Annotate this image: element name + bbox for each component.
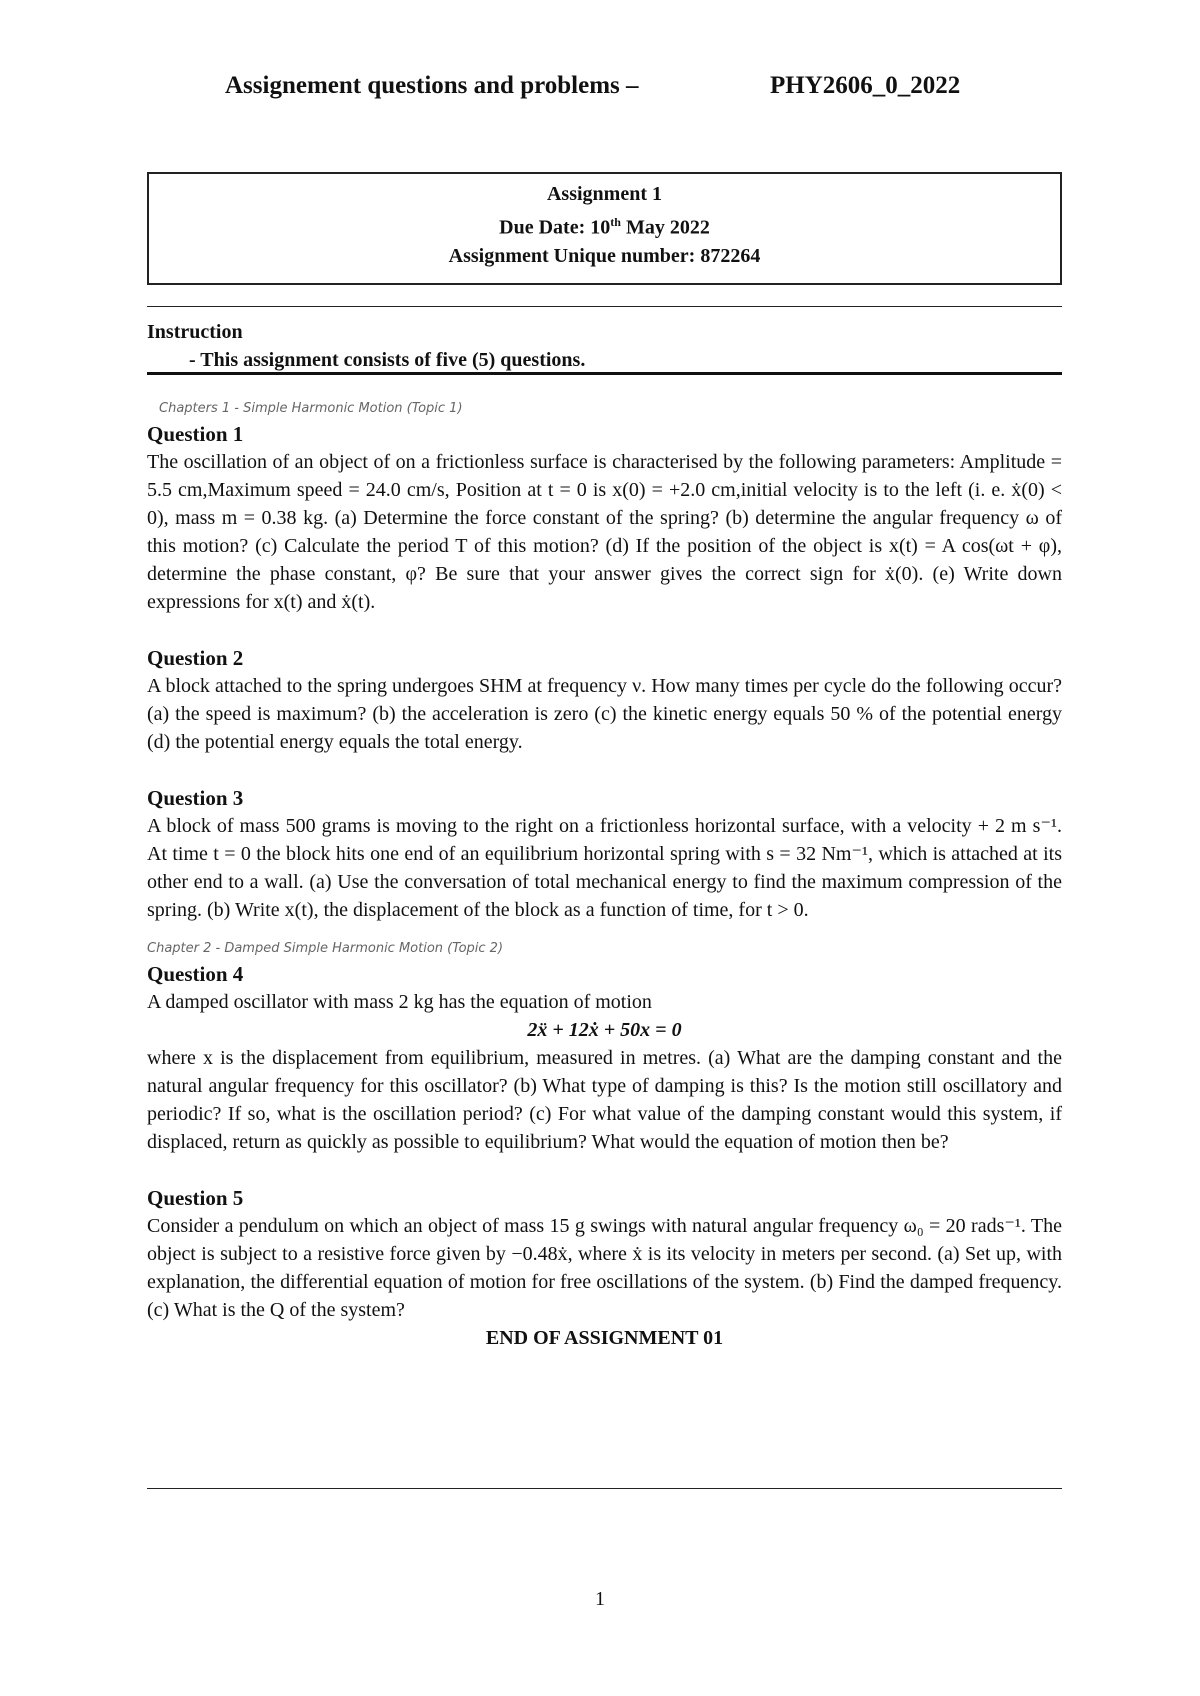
instruction-bullet: - This assignment consists of five (5) questions. bbox=[189, 349, 586, 371]
due-date-prefix: Due Date: 10 bbox=[499, 216, 611, 239]
chapter-1-label: Chapters 1 - Simple Harmonic Motion (Topic 1) bbox=[159, 401, 463, 416]
instruction-section bbox=[147, 318, 585, 374]
question-1-text: The oscillation of an object of on a frictionless surface is characterised by the following parameters: Amplitude = 5.5 cm,Maximum speed = 24.0 cm/s, Position at t = 0 is x(0) = +2.0 cm,initial velocity is to the left (i. e. ẋ(0) < 0), mass m = 0.38 kg. (a) Determine the force constant of the spring? (b) determine the angular frequency ω of this motion? (c) Calculate the period T of this motion? (d) If the position of the object is x(t) = A cos(ωt + φ), determine the phase constant, φ? Be sure that your answer gives the correct sign for ẋ(0). (e) Write down expressions for x(t) and ẋ(t). bbox=[147, 451, 1062, 613]
assignment-number: Assignment 1 bbox=[546, 183, 662, 205]
question-4-title: Question 4 bbox=[147, 962, 244, 986]
assignment-info-box bbox=[147, 172, 1062, 285]
unique-number: Assignment Unique number: 872264 bbox=[448, 244, 761, 267]
thick-divider bbox=[147, 372, 1062, 375]
chapter-2-label: Chapter 2 - Damped Simple Harmonic Motion (Topic 2) bbox=[147, 941, 504, 956]
question-1-title: Question 1 bbox=[147, 422, 244, 446]
page-number: 1 bbox=[595, 1588, 605, 1610]
question-2-text: A block attached to the spring undergoes SHM at frequency ν. How many times per cycle do the following occur? (a) the speed is maximum? (b) the acceleration is zero (c) the kinetic energy equals 50 % of the potential energy (d) the potential energy equals the total energy. bbox=[147, 675, 1062, 753]
instruction-heading: Instruction bbox=[147, 321, 243, 343]
question-4-equation: 2ẍ + 12ẋ + 50x = 0 bbox=[527, 1019, 682, 1041]
questions-content bbox=[147, 398, 1062, 1352]
end-of-assignment: END OF ASSIGNMENT 01 bbox=[485, 1327, 724, 1349]
separator-line bbox=[147, 306, 1062, 307]
question-2-title: Question 2 bbox=[147, 646, 244, 670]
question-3-title: Question 3 bbox=[147, 786, 244, 810]
question-4-intro: A damped oscillator with mass 2 kg has the equation of motion bbox=[147, 991, 652, 1013]
header-title: Assignement questions and problems – bbox=[225, 72, 639, 99]
course-code: PHY2606_0_2022 bbox=[770, 72, 961, 99]
question-5-title: Question 5 bbox=[147, 1186, 244, 1210]
due-date-sup: th bbox=[610, 215, 621, 229]
bottom-divider bbox=[147, 1488, 1062, 1489]
due-date-suffix: May 2022 bbox=[620, 216, 710, 239]
due-date bbox=[149, 208, 1060, 242]
question-5-text: Consider a pendulum on which an object of mass 15 g swings with natural angular frequency ω₀ = 20 rads⁻¹. The object is subject to a resistive force given by −0.48ẋ, where ẋ is its velocity in meters per second. (a) Set up, with explanation, the differential equation of motion for free oscillations of the system. (b) Find the damped frequency. (c) What is the Q of the system? bbox=[147, 1215, 1062, 1321]
question-3-text: A block of mass 500 grams is moving to the right on a frictionless horizontal surface, with a velocity + 2 m s⁻¹. At time t = 0 the block hits one end of an equilibrium horizontal spring with s = 32 Nm⁻¹, which is attached at its other end to a wall. (a) Use the conversation of total mechanical energy to find the maximum compression of the spring. (b) Write x(t), the displacement of the block as a function of time, for t > 0. bbox=[147, 815, 1062, 921]
question-4-text: where x is the displacement from equilibrium, measured in metres. (a) What are the damping constant and the natural angular frequency for this oscillator? (b) What type of damping is this? Is the motion still oscillatory and periodic? If so, what is the oscillation period? (c) For what value of the damping constant would this system, if displaced, return as quickly as possible to equilibrium? What would the equation of motion then be? bbox=[147, 1047, 1062, 1153]
